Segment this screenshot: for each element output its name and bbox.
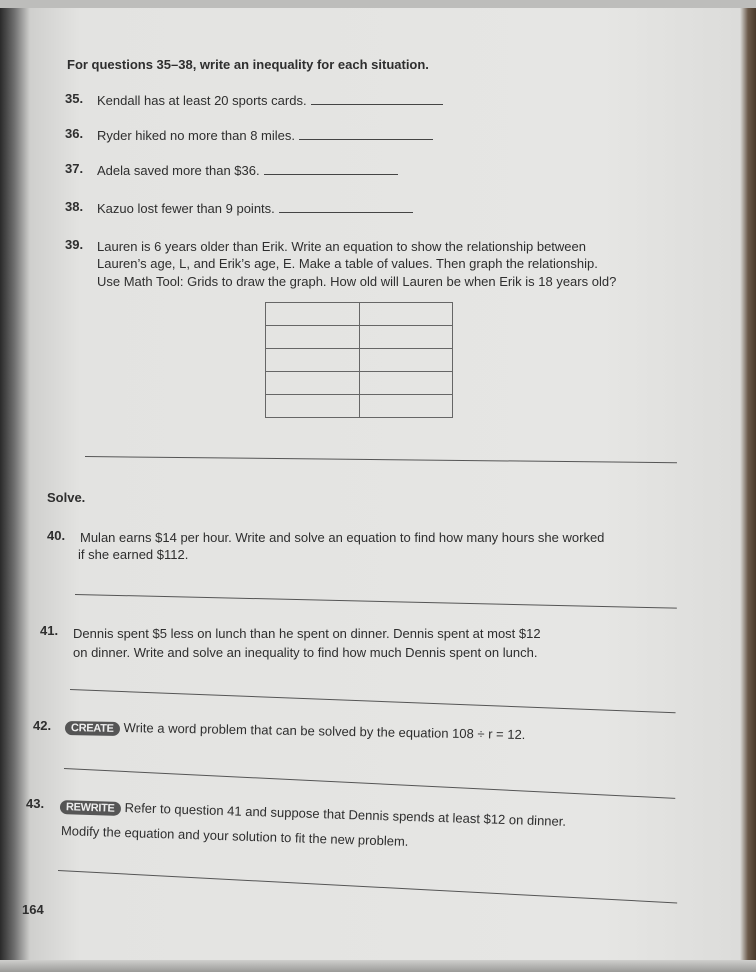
question-number: 42. [33,718,52,733]
answer-line-41[interactable] [70,689,676,713]
question-number: 43. [26,796,45,811]
table-cell[interactable] [359,326,453,349]
table-cell[interactable] [359,303,453,326]
table-cell[interactable] [266,303,360,326]
page-number: 164 [22,902,44,917]
question-number: 37. [65,161,84,176]
question-text-line: Use Math Tool: Grids to draw the graph. How old will Lauren be when Erik is 18 years old? [97,274,617,289]
answer-line-43[interactable] [58,870,677,903]
question-number: 38. [65,199,84,214]
question-text: Kazuo lost fewer than 9 points. [97,201,275,216]
table-cell[interactable] [266,326,360,349]
question-text-line: Modify the equation and your solution to fit the new problem. [60,823,409,849]
table-cell[interactable] [266,372,360,395]
answer-blank[interactable] [279,202,413,213]
question-text-line: Lauren’s age, L, and Erik’s age, E. Make a table of values. Then graph the relationship. [97,256,598,271]
answer-line-42[interactable] [64,768,675,799]
question-text-line: if she earned $112. [78,547,189,562]
question-number: 40. [47,528,66,543]
question-number: 41. [40,623,59,638]
answer-line-40[interactable] [75,594,677,609]
question-text: Adela saved more than $36. [97,163,260,178]
question-text-line: Mulan earns $14 per hour. Write and solve an equation to find how many hours she worked [80,530,605,545]
page-edge [0,0,756,8]
question-text: Ryder hiked no more than 8 miles. [97,128,295,143]
question-number: 36. [65,126,84,141]
question-text: Kendall has at least 20 sports cards. [97,93,307,108]
table-cell[interactable] [359,372,453,395]
question-text-line: Dennis spent $5 less on lunch than he spent on dinner. Dennis spent at most $12 [73,626,541,641]
answer-blank[interactable] [311,94,443,105]
question-text-line: Refer to question 41 and suppose that Dennis spends at least $12 on dinner. [124,800,567,829]
answer-line-39[interactable] [85,456,677,463]
page-bottom-edge [0,960,756,972]
question-number: 35. [65,91,84,106]
section-heading: For questions 35–38, write an inequality for each situation. [67,57,429,72]
question-number: 39. [65,237,84,252]
table-cell[interactable] [359,395,453,418]
answer-blank[interactable] [299,129,433,140]
rewrite-badge: REWRITE [60,800,121,816]
create-badge: CREATE [65,721,120,736]
solve-heading: Solve. [47,490,86,505]
table-of-values [265,302,453,418]
question-text-line: on dinner. Write and solve an inequality to find how much Dennis spent on lunch. [73,645,538,660]
question-text: Write a word problem that can be solved by the equation 108 ÷ r = 12. [123,720,526,743]
table-cell[interactable] [266,349,360,372]
table-cell[interactable] [359,349,453,372]
question-text-line: Lauren is 6 years older than Erik. Write an equation to show the relationship between [97,239,586,254]
table-cell[interactable] [266,395,360,418]
answer-blank[interactable] [264,164,398,175]
